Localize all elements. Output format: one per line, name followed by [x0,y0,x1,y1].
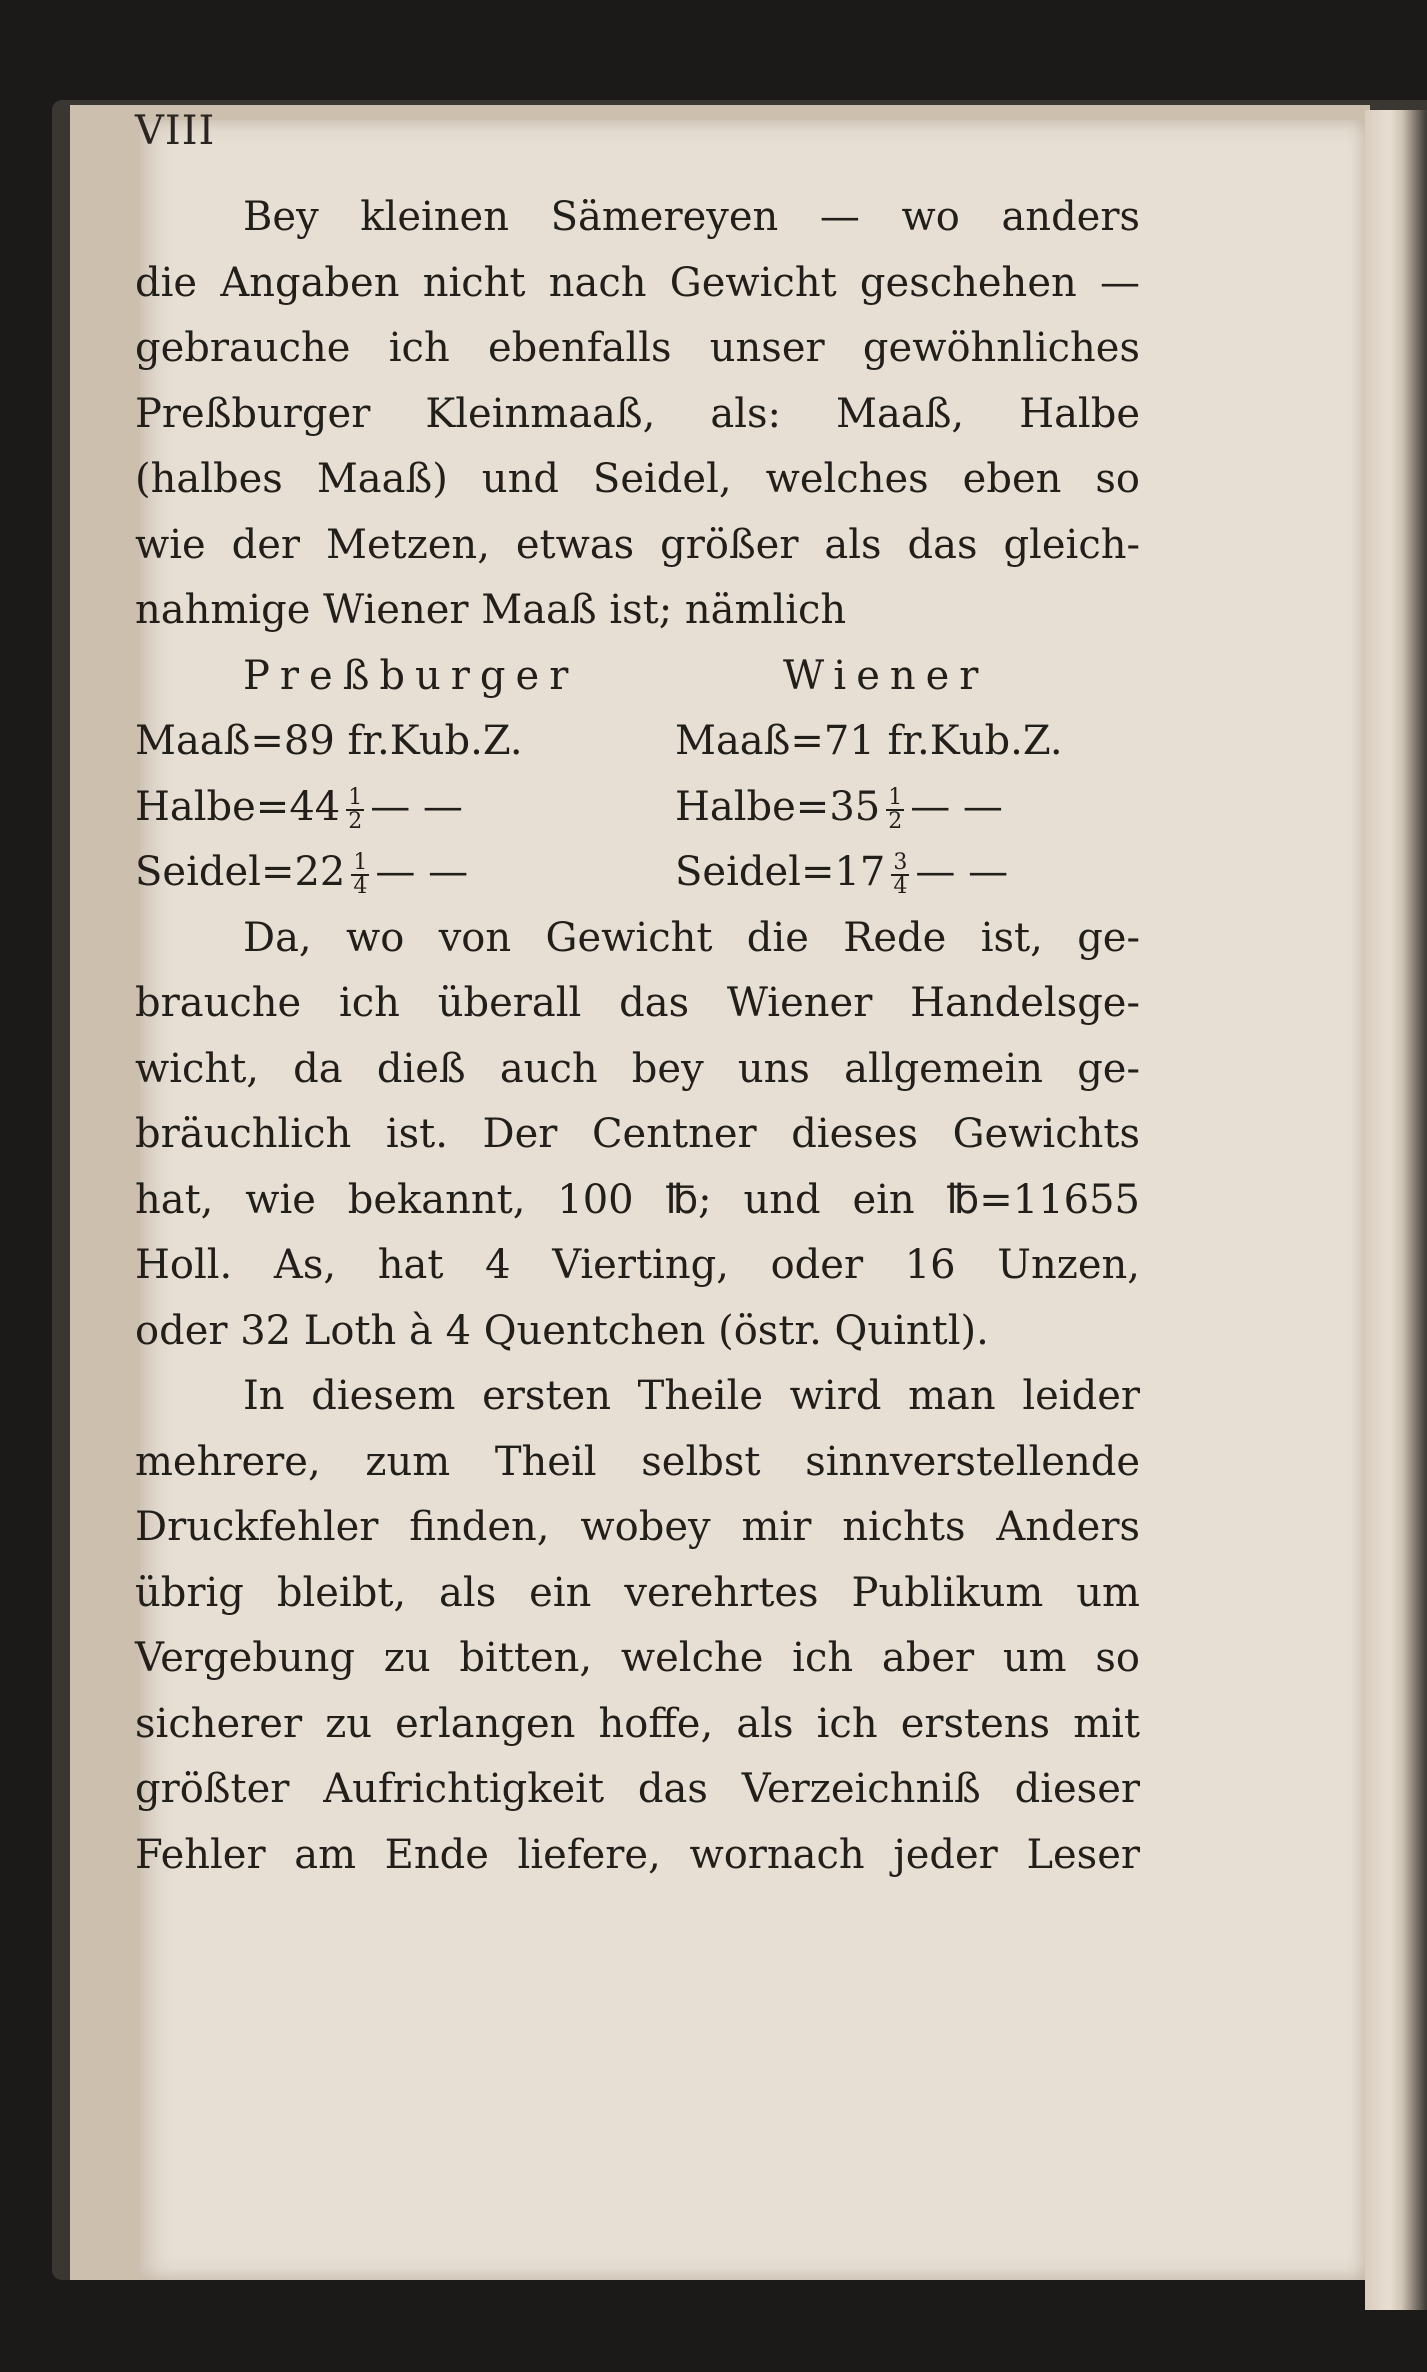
text-line: oder 32 Loth à 4 Quentchen (östr. Quintl). [135,1307,989,1354]
text-line: (halbes Maaß) und Seidel, welches eben so [135,456,1140,502]
dashes: — — [915,849,1009,895]
dashes: — — [375,849,469,895]
text-line: nahmige Wiener Maaß ist; nämlich [135,587,847,633]
text-line: übrig bleibt, als ein verehrtes Publikum um [135,1569,1140,1616]
next-page-edge [1365,110,1427,2310]
paragraph-weights [135,906,1140,1889]
table-row [135,775,1140,841]
fraction [886,784,904,834]
text-line: Da, wo von Gewicht die Rede ist, ge- [243,914,1140,961]
text-line: Druckfehler finden, wobey mir nichts Anders [135,1504,1140,1550]
text-line: Bey kleinen Sämereyen — wo anders [243,194,1140,240]
text-line: hat, wie bekannt, 100 ℔; und ein ℔=11655 [135,1176,1140,1223]
table-cell-vienna [675,840,1008,906]
denominator: 4 [353,874,368,899]
table-cell-vienna: Maaß=71 fr.Kub.Z. [675,718,1063,764]
denominator: 4 [893,874,908,899]
value: Halbe=35 [675,783,881,830]
dashes: — — [910,783,1003,830]
numerator: 1 [888,784,903,810]
value: Seidel=17 [675,849,886,895]
text-line: Vergebung zu bitten, welche ich aber um so [135,1635,1140,1681]
text-line: brauche ich überall das Wiener Handelsge- [135,980,1140,1026]
value: Seidel=22 [135,849,346,895]
fraction [346,784,364,834]
text-line: Preßburger Kleinmaaß, als: Maaß, Halbe [135,390,1140,437]
text-line: wie der Metzen, etwas größer als das gleich- [135,521,1140,568]
table-row [135,840,1140,906]
page-text [135,185,1140,1888]
text-line: mehrere, zum Theil selbst sinnverstellende [135,1438,1140,1485]
table-cell-pressburg [135,840,675,906]
text-line: In diesem ersten Theile wird man leider [243,1373,1140,1419]
numerator: 1 [353,850,368,875]
page-number: VIII [135,108,216,154]
value: Halbe=44 [135,783,341,830]
numerator: 1 [348,784,363,810]
text-line: die Angaben nicht nach Gewicht geschehen — [135,259,1140,306]
table-header-vienna: Wiener [783,652,989,699]
table-row [135,709,1140,775]
text-line: größter Aufrichtigkeit das Verzeichniß dieser [135,1766,1140,1812]
dashes: — — [370,783,463,830]
table-header-pressburg: Preßburger [243,652,579,699]
text-line: wicht, da dieß auch bey uns allgemein ge- [135,1045,1140,1092]
table-header [135,644,1140,710]
fraction [891,852,909,898]
fraction [351,852,369,898]
text-line: gebrauche ich ebenfalls unser gewöhnliches [135,325,1140,371]
denominator: 2 [888,808,903,834]
table-cell-vienna [675,775,1003,841]
table-cell-pressburg [135,775,675,841]
denominator: 2 [348,808,363,834]
text-line: Holl. As, hat 4 Vierting, oder 16 Unzen, [135,1242,1140,1288]
text-line: Fehler am Ende liefere, wornach jeder Leser [135,1831,1140,1878]
numerator: 3 [893,850,908,875]
table-cell-pressburg: Maaß=89 fr.Kub.Z. [135,718,523,764]
paragraph-measures [135,185,1140,644]
text-line: sicherer zu erlangen hoffe, als ich erstens mit [135,1700,1140,1747]
text-line: bräuchlich ist. Der Centner dieses Gewichts [135,1111,1140,1157]
